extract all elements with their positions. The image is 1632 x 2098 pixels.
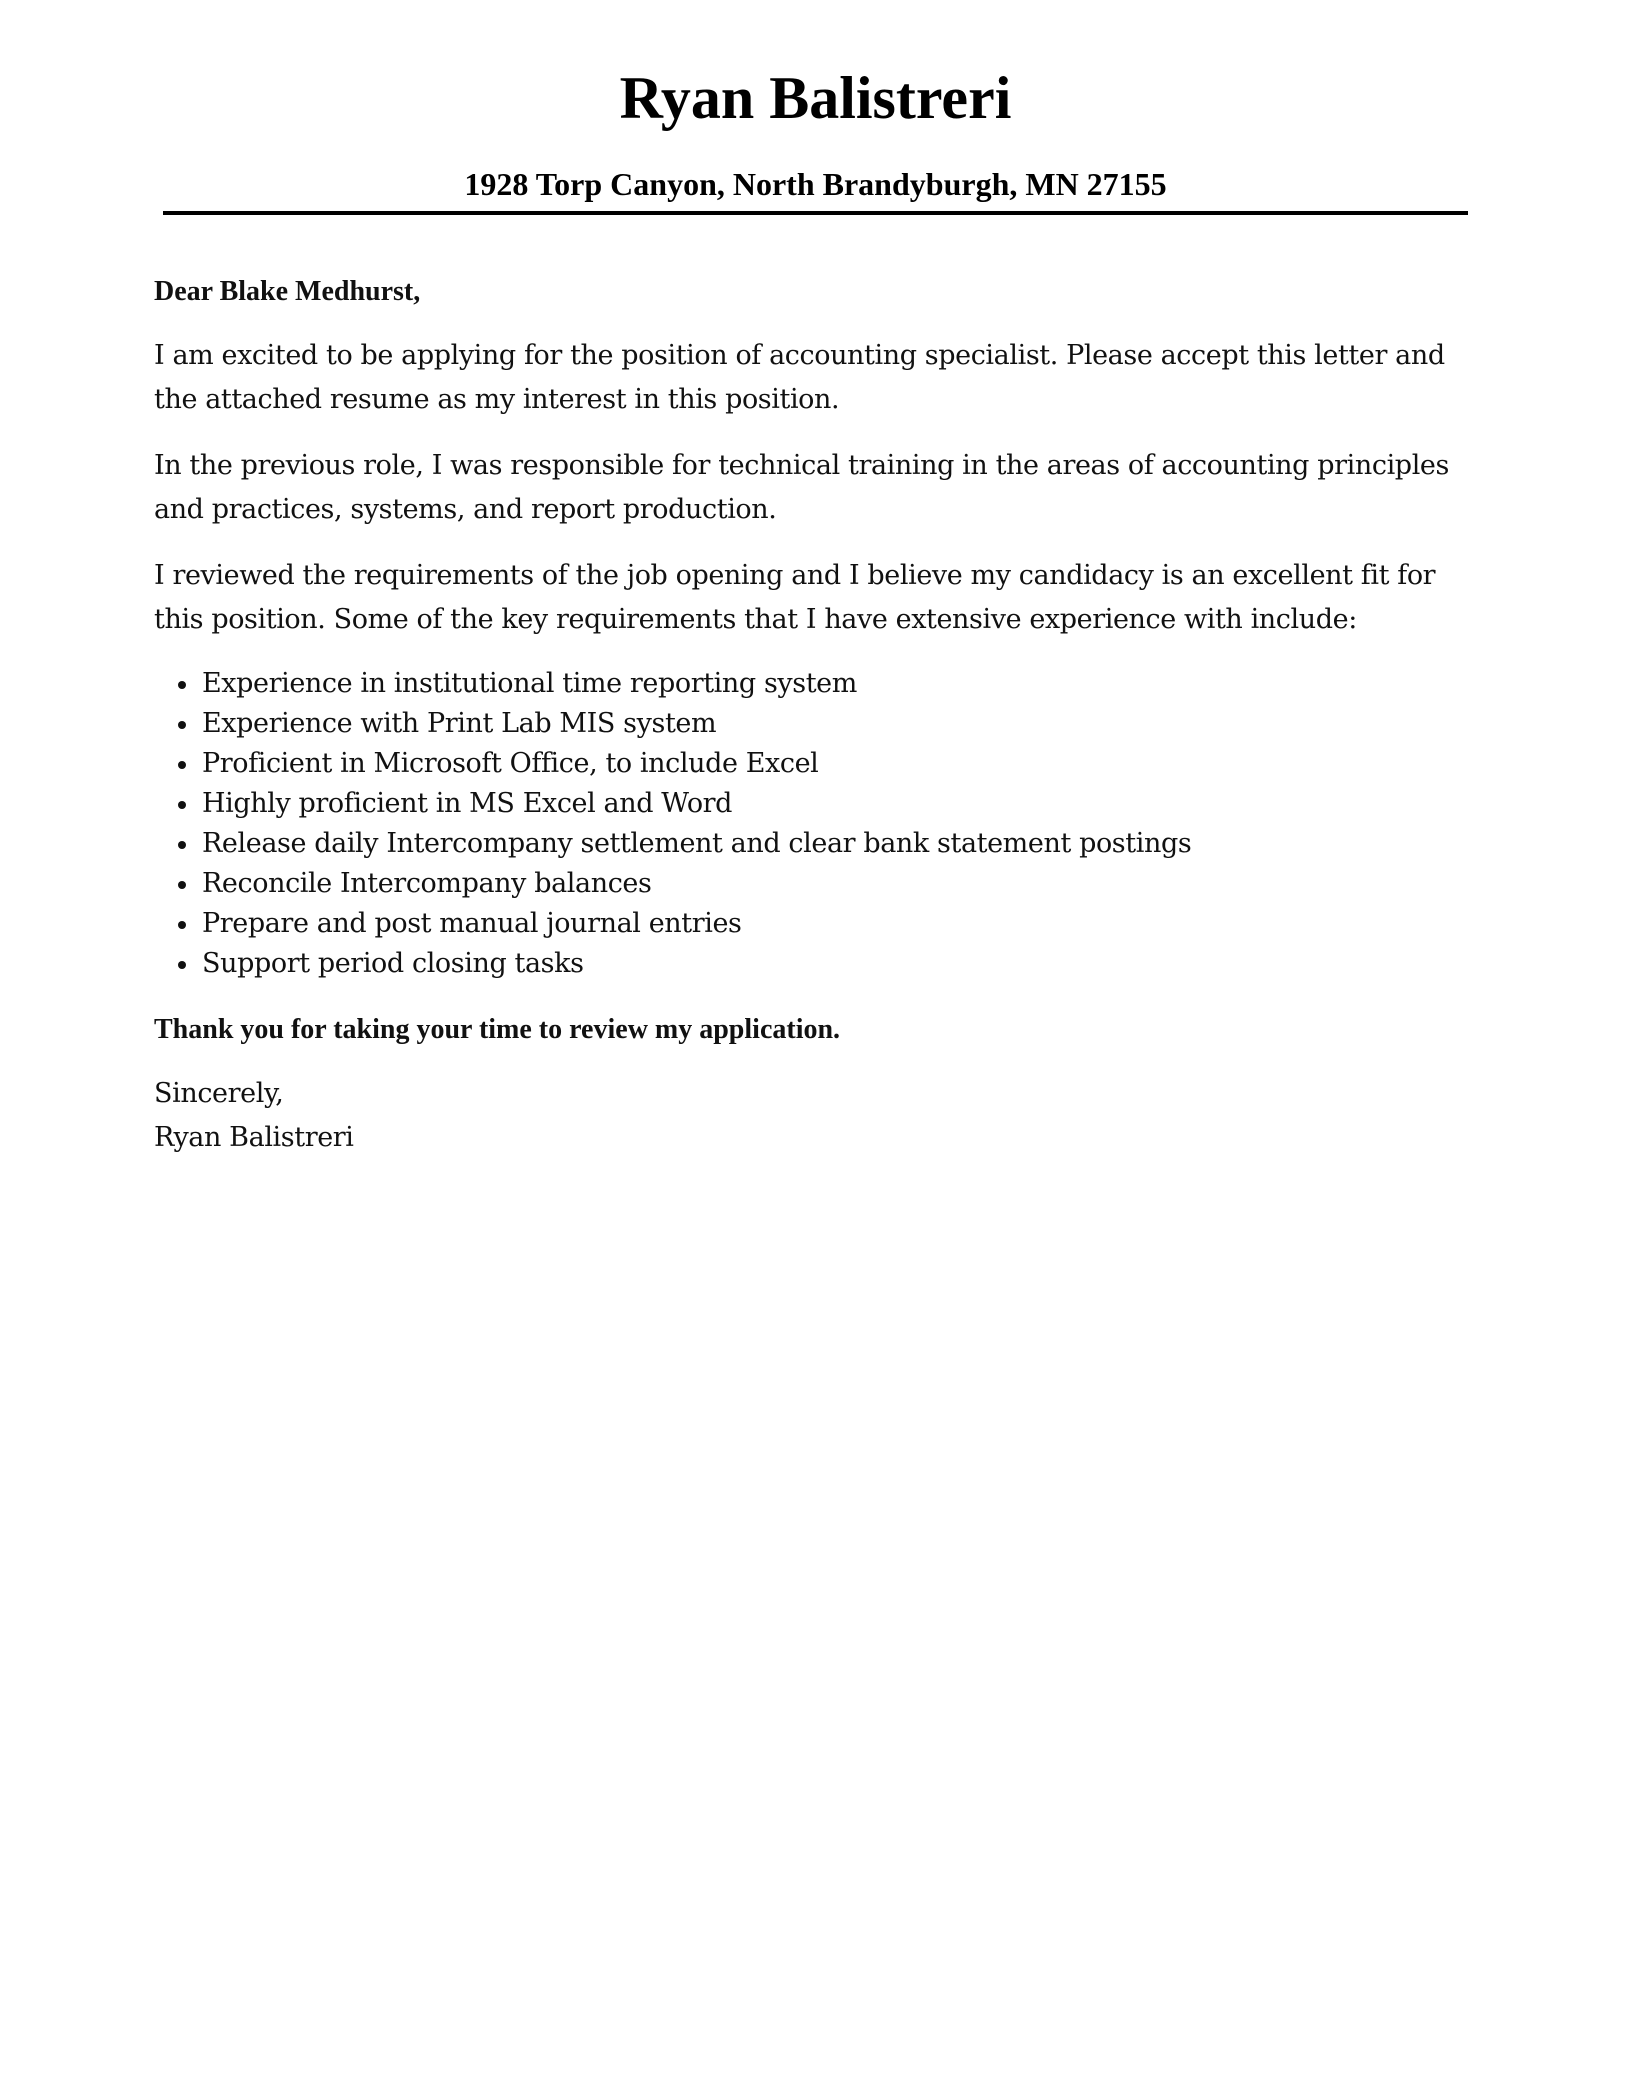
paragraph-previous-role: In the previous role, I was responsible for technical training in the areas of accounting principles and practices, systems, and report production.	[154, 450, 1449, 525]
list-item-text: Proficient in Microsoft Office, to include Excel	[202, 748, 819, 779]
list-item	[154, 864, 1484, 904]
bullet-icon	[178, 721, 186, 729]
list-item-text: Prepare and post manual journal entries	[202, 908, 742, 939]
list-item-text: Highly proficient in MS Excel and Word	[202, 788, 733, 819]
list-item-text: Experience with Print Lab MIS system	[202, 708, 717, 739]
bullet-icon	[178, 881, 186, 889]
bullet-icon	[178, 841, 186, 849]
applicant-name: Ryan Balistreri	[619, 65, 1012, 131]
list-item-text: Reconcile Intercompany balances	[202, 868, 652, 899]
list-item	[154, 824, 1484, 864]
list-item	[154, 704, 1484, 744]
salutation: Dear Blake Medhurst,	[154, 276, 421, 307]
bullet-icon	[178, 921, 186, 929]
thank-you-line: Thank you for taking your time to review my application.	[154, 1014, 841, 1045]
requirements-list	[154, 664, 1484, 984]
applicant-address: 1928 Torp Canyon, North Brandyburgh, MN 27155	[464, 166, 1167, 202]
paragraph-intro: I am excited to be applying for the position of accounting specialist. Please accept this letter and the attached resume as my interest in this position.	[154, 340, 1445, 415]
list-item	[154, 904, 1484, 944]
list-item	[154, 784, 1484, 824]
closing: Sincerely,	[154, 1078, 284, 1109]
list-item-text: Experience in institutional time reporting system	[202, 668, 857, 699]
bullet-icon	[178, 801, 186, 809]
bullet-icon	[178, 961, 186, 969]
signature: Ryan Balistreri	[154, 1122, 354, 1153]
bullet-icon	[178, 761, 186, 769]
letter-header	[163, 60, 1468, 202]
list-item-text: Support period closing tasks	[202, 948, 584, 979]
paragraph-requirements: I reviewed the requirements of the job opening and I believe my candidacy is an excellent fit for this position. Some of the key requirements that I have extensive experience with include:	[154, 560, 1436, 635]
letter-body	[154, 270, 1484, 1160]
list-item	[154, 744, 1484, 784]
list-item-text: Release daily Intercompany settlement and clear bank statement postings	[202, 828, 1192, 859]
bullet-icon	[178, 681, 186, 689]
list-item	[154, 944, 1484, 984]
list-item	[154, 664, 1484, 704]
header-divider	[163, 211, 1468, 215]
